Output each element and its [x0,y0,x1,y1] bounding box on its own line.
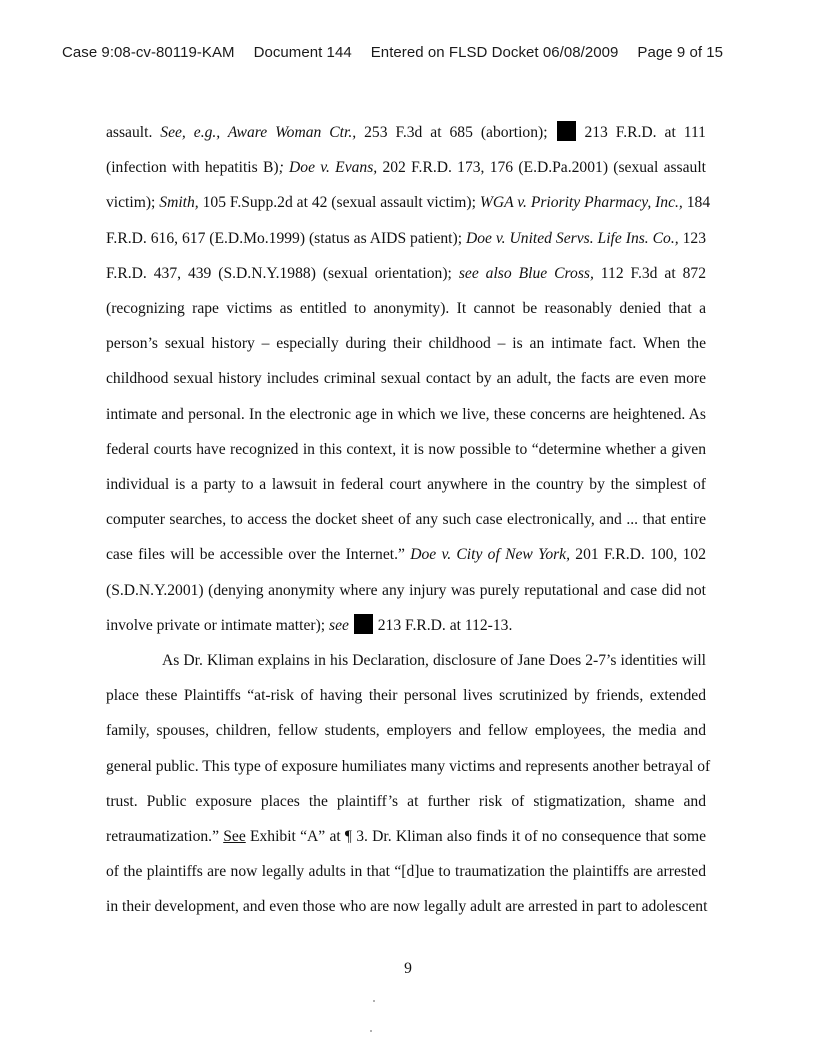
text-line: federal courts have recognized in this context, it is now possible to “determine whether a given [106,440,706,458]
paragraph-2 [106,643,711,925]
text-line: (infection with hepatitis B); Doe v. Evans, 202 F.R.D. 173, 176 (E.D.Pa.2001) (sexual assault [106,159,707,177]
text-line: victim); Smith, 105 F.Supp.2d at 42 (sexual assault victim); WGA v. Priority Pharmacy, Inc., 184 [106,194,711,212]
text-line: As Dr. Kliman explains in his Declaration, disclosure of Jane Does 2-7’s identities will [162,652,706,670]
case-number: Case 9:08-cv-80119-KAM [62,44,235,61]
text-line: individual is a party to a lawsuit in federal court anywhere in the country by the simplest of [106,476,706,494]
text-line: case files will be accessible over the Internet.” Doe v. City of New York, 201 F.R.D. 100, 102 [106,546,706,564]
text-line: F.R.D. 616, 617 (E.D.Mo.1999) (status as AIDS patient); Doe v. United Servs. Life Ins. Co., 123 [106,229,706,247]
text-line: retraumatization.” See Exhibit “A” at ¶ 3. Dr. Kliman also finds it of no consequence that some [106,828,706,846]
text-line: assault. See, e.g., Aware Woman Ctr., 253 F.3d at 685 (abortion); 213 F.R.D. at 111 [106,115,706,150]
document-number: Document 144 [253,44,352,61]
scan-speck [373,1000,375,1002]
text-line: (recognizing rape victims as entitled to anonymity). It cannot be reasonably denied that a [106,300,706,318]
paragraph-1 [106,115,711,643]
page-indicator: Page 9 of 15 [637,44,724,61]
text-line: (S.D.N.Y.2001) (denying anonymity where any injury was purely reputational and case did not [106,581,706,599]
docket-entry-date: Entered on FLSD Docket 06/08/2009 [370,44,619,61]
docket-header [62,44,762,61]
redaction-block [354,614,373,634]
text-line: family, spouses, children, fellow students, employers and fellow employees, the media and [106,722,706,740]
page-number: 9 [404,960,412,977]
text-line: general public. This type of exposure humiliates many victims and represents another betrayal of [106,757,711,775]
text-line: F.R.D. 437, 439 (S.D.N.Y.1988) (sexual orientation); see also Blue Cross, 112 F.3d at 872 [106,264,706,282]
text-line: intimate and personal. In the electronic age in which we live, these concerns are heightened. As [106,405,706,423]
text-line: of the plaintiffs are now legally adults in that “[d]ue to traumatization the plaintiffs are arrested [106,863,706,881]
text-line: trust. Public exposure places the plaintiff’s at further risk of stigmatization, shame and [106,792,706,810]
scan-speck [370,1030,372,1032]
text-line: childhood sexual history includes criminal sexual contact by an adult, the facts are even more [106,370,706,388]
text-line: person’s sexual history – especially during their childhood – is an intimate fact. When the [106,335,706,353]
text-line: place these Plaintiffs “at-risk of having their personal lives scrutinized by friends, extended [106,687,706,705]
body-text [106,115,711,925]
text-line: computer searches, to access the docket sheet of any such case electronically, and ... that entire [106,511,706,529]
text-line: in their development, and even those who are now legally adult are arrested in part to adolescent [106,898,708,916]
redaction-block [557,121,576,141]
text-line: involve private or intimate matter); see 213 F.R.D. at 112-13. [106,608,706,643]
